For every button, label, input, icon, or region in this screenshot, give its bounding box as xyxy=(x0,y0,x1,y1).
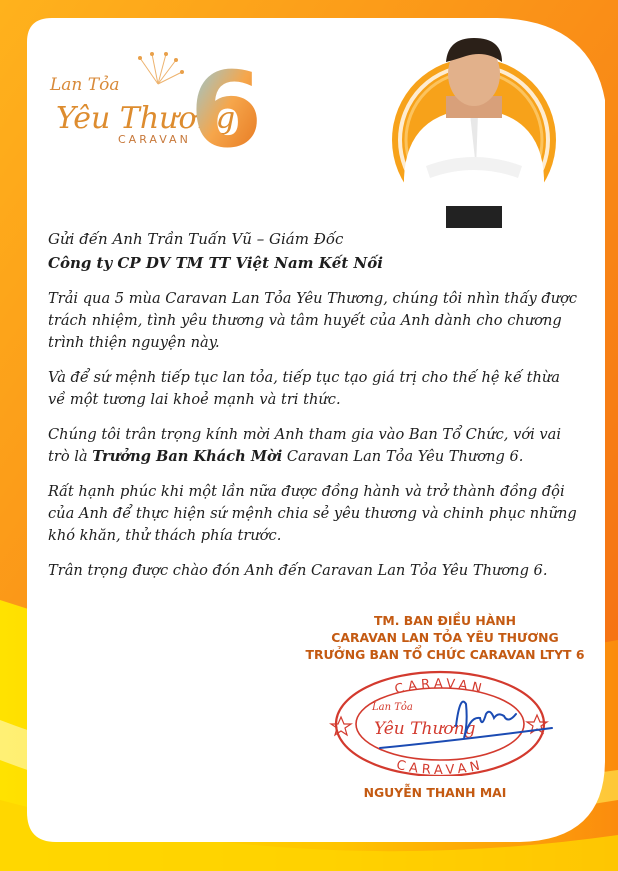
role-highlight: Trưởng Ban Khách Mời xyxy=(92,448,283,465)
portrait-photo xyxy=(386,28,561,228)
sign-title-1: TM. BAN ĐIỀU HÀNH xyxy=(373,613,517,628)
paragraph-3 xyxy=(48,424,578,468)
logo-sub: CARAVAN xyxy=(118,133,191,146)
svg-text:CARAVAN xyxy=(393,677,487,698)
signer-name: NGUYỄN THANH MAI xyxy=(363,785,507,800)
greeting-recipient: Gửi đến Anh Trần Tuấn Vũ – Giám Đốc xyxy=(48,230,344,248)
logo-script-main: Yêu Thương xyxy=(56,101,236,136)
signature-titles xyxy=(290,612,600,663)
stamp-seal xyxy=(320,664,560,776)
paragraph-2: Và để sứ mệnh tiếp tục lan tỏa, tiếp tục tạo giá trị cho thế hệ kế thừa về một tương lai khoẻ mạnh và tri thức. xyxy=(48,369,560,408)
paragraph-5: Trân trọng được chào đón Anh đến Caravan Lan Tỏa Yêu Thương 6. xyxy=(48,562,548,579)
stamp-top-text: CARAVAN xyxy=(393,676,487,698)
stamp-script-main: Yêu Thương xyxy=(374,719,476,739)
paragraph-3-end: Caravan Lan Tỏa Yêu Thương 6. xyxy=(282,448,524,465)
sign-title-2: CARAVAN LAN TỎA YÊU THƯƠNG xyxy=(331,630,559,645)
stamp-bottom-text: CARAVAN xyxy=(394,757,486,776)
paragraph-1: Trải qua 5 mùa Caravan Lan Tỏa Yêu Thương, chúng tôi nhìn thấy được trách nhiệm, tình yêu thương và tâm huyết của Anh dành cho chương trình thiện nguyện này. xyxy=(48,290,578,351)
sign-title-3: TRƯỞNG BAN TỔ CHỨC CARAVAN LTYT 6 xyxy=(305,647,585,662)
greeting-company: Công ty CP DV TM TT Việt Nam Kết Nối xyxy=(48,254,383,272)
paragraph-3-start: Chúng tôi trân trọng kính mời Anh tham gia vào Ban Tổ Chức, với vai trò là xyxy=(48,426,562,465)
stamp-script-small: Lan Tỏa xyxy=(372,702,413,713)
paragraph-4: Rất hạnh phúc khi một lần nữa được đồng hành và trở thành đồng đội của Anh để thực hiện sứ mệnh chia sẻ yêu thương và chinh phục những khó khăn, thử thách phía trước. xyxy=(48,483,577,544)
logo-script-top: Lan Tỏa xyxy=(50,75,120,95)
caravan-logo xyxy=(48,48,283,158)
letter-body xyxy=(48,228,578,595)
logo-number: 6 xyxy=(190,49,263,158)
